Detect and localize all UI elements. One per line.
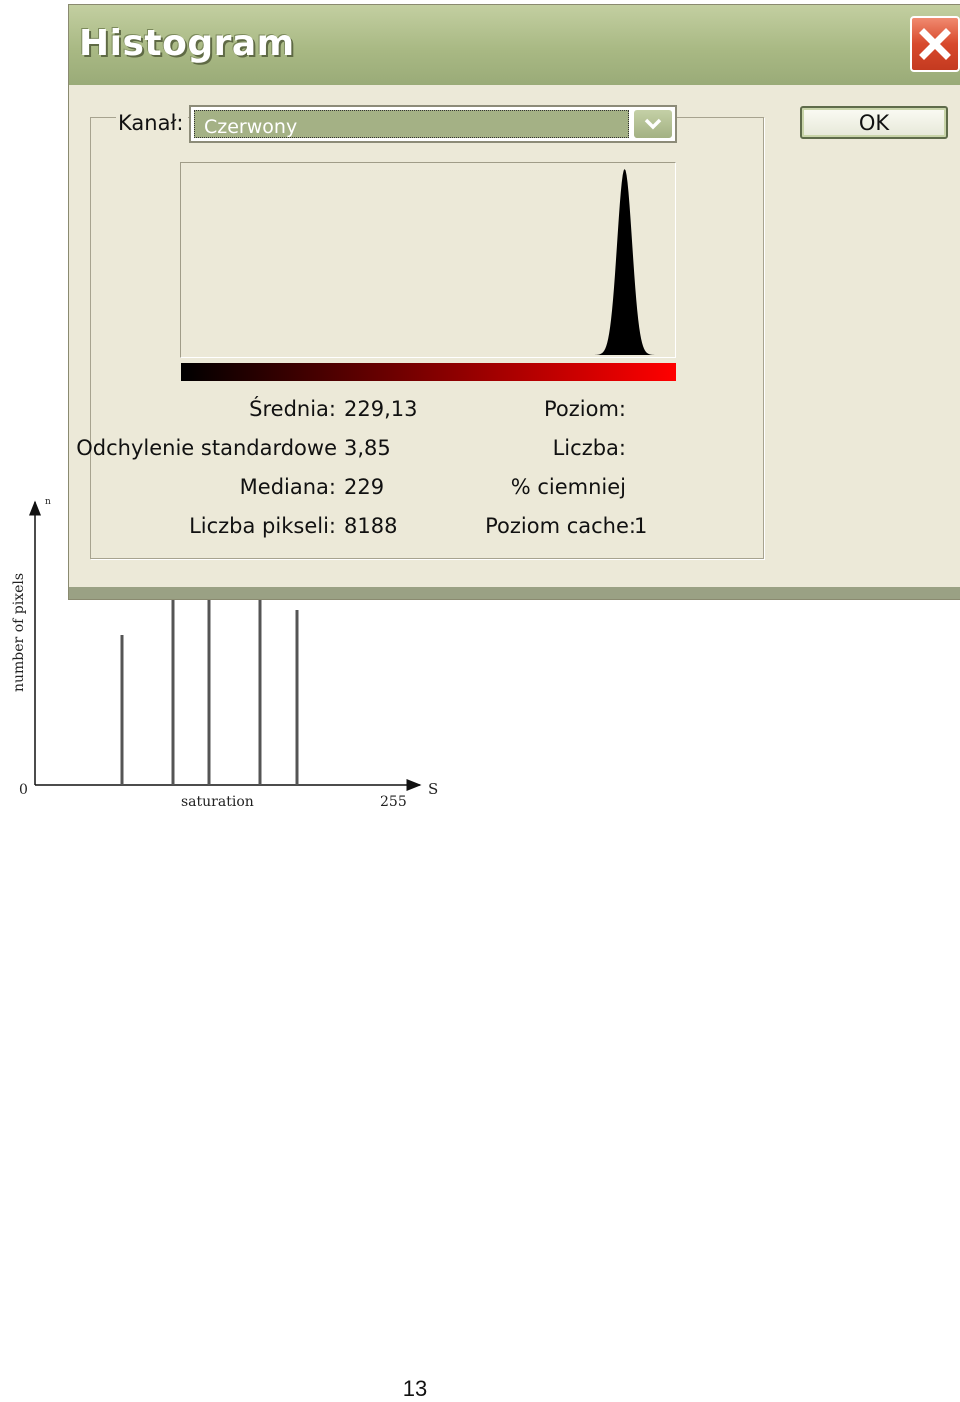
- histogram-dialog: [69, 5, 960, 599]
- pixel-count-value: 8188: [344, 514, 398, 538]
- page-number: 13: [402, 1376, 428, 1401]
- channel-label: Kanał:: [116, 111, 188, 135]
- x-axis-symbol: S: [428, 780, 439, 798]
- mean-value: 229,13: [344, 397, 418, 421]
- level-label: Poziom:: [543, 397, 626, 421]
- dialog-title: Histogram: [79, 23, 295, 64]
- y-axis-label: number of pixels: [11, 572, 27, 692]
- chevron-down-icon: [643, 117, 663, 131]
- channel-select-value-box: [194, 110, 629, 138]
- x-origin-label: 0: [19, 782, 28, 798]
- y-axis-symbol: n: [45, 497, 51, 507]
- pixel-count-label: Liczba pikseli:: [189, 514, 336, 538]
- channel-gradient-bar: [181, 363, 676, 381]
- channel-select[interactable]: [189, 105, 677, 143]
- median-label: Mediana:: [239, 475, 336, 499]
- histogram-curve: [181, 169, 675, 355]
- dialog-bottom-border: [69, 587, 960, 599]
- histogram-display: [180, 162, 676, 358]
- std-dev-value: 3,85: [344, 436, 391, 460]
- ok-button[interactable]: OK: [800, 106, 948, 139]
- std-dev-label: Odchylenie standardowe: [76, 436, 337, 460]
- cache-level-value: 1: [634, 514, 648, 538]
- percentile-label: % ciemniej: [510, 475, 626, 499]
- count-label: Liczba:: [552, 436, 626, 460]
- close-icon: [918, 27, 952, 61]
- title-bar[interactable]: [69, 5, 960, 85]
- histogram-graph: [181, 163, 675, 357]
- close-button[interactable]: [910, 16, 960, 72]
- mean-label: Średnia:: [249, 397, 336, 421]
- cache-level-label: Poziom cache:: [485, 514, 636, 538]
- channel-dropdown-button[interactable]: [634, 110, 672, 138]
- channel-select-value: Czerwony: [204, 116, 298, 138]
- x-axis-label: saturation: [181, 794, 254, 810]
- x-max-label: 255: [380, 794, 407, 810]
- median-value: 229: [344, 475, 385, 499]
